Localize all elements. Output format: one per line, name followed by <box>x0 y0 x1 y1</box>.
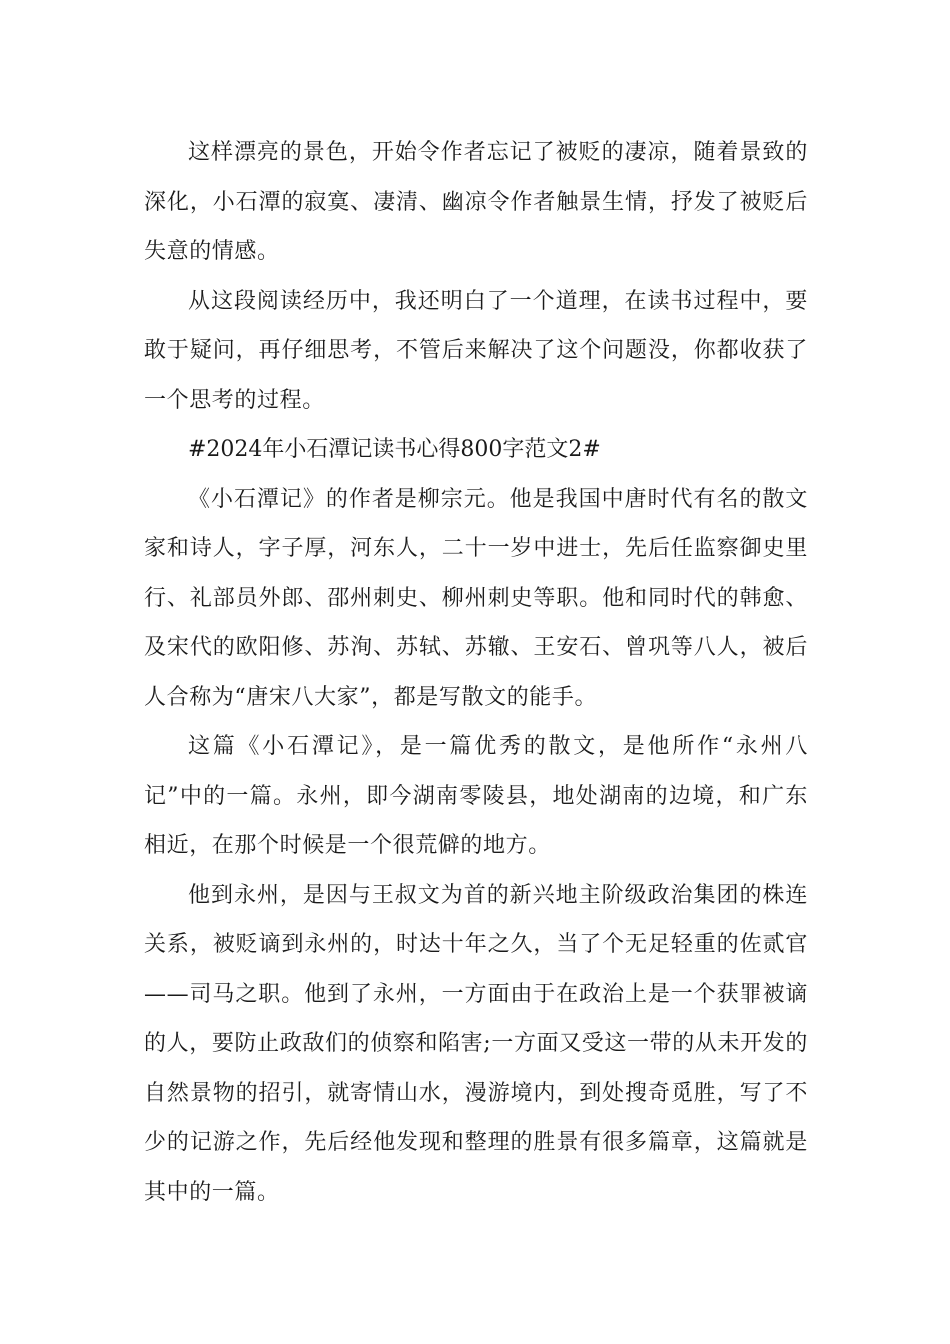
paragraph-lesson: 从这段阅读经历中，我还明白了一个道理，在读书过程中，要敢于疑问，再仔细思考，不管后来解决了这个问题没，你都收获了一个思考的过程。 <box>144 288 808 413</box>
document-body <box>144 128 808 1217</box>
section-heading: #2024年小石潭记读书心得800字范文2# <box>188 437 601 462</box>
paragraph-author: 《小石潭记》的作者是柳宗元。他是我国中唐时代有名的散文家和诗人，字子厚，河东人，二十一岁中进士，先后任监察御史里行、礼部员外郎、邵州刺史、柳州刺史等职。他和同时代的韩愈、及宋代的欧阳修、苏洵、苏轼、苏辙、王安石、曾巩等八人，被后人合称为“唐宋八大家”，都是写散文的能手。 <box>144 486 808 710</box>
paragraph-yongzhou: 这篇《小石潭记》，是一篇优秀的散文，是他所作“永州八记”中的一篇。永州，即今湖南零陵县，地处湖南的边境，和广东相近，在那个时候是一个很荒僻的地方。 <box>144 734 808 858</box>
paragraph-scenery: 这样漂亮的景色，开始令作者忘记了被贬的凄凉，随着景致的深化，小石潭的寂寞、凄清、幽凉令作者触景生情，抒发了被贬后失意的情感。 <box>144 140 808 264</box>
paragraph-exile: 他到永州，是因与王叔文为首的新兴地主阶级政治集团的株连关系，被贬谪到永州的，时达十年之久，当了个无足轻重的佐贰官——司马之职。他到了永州，一方面由于在政治上是一个获罪被谪的人，要防止政敌们的侦察和陷害;一方面又受这一带的从未开发的自然景物的招引，就寄情山水，漫游境内，到处搜奇觅胜，写了不少的记游之作，先后经他发现和整理的胜景有很多篇章，这篇就是其中的一篇。 <box>144 882 808 1205</box>
